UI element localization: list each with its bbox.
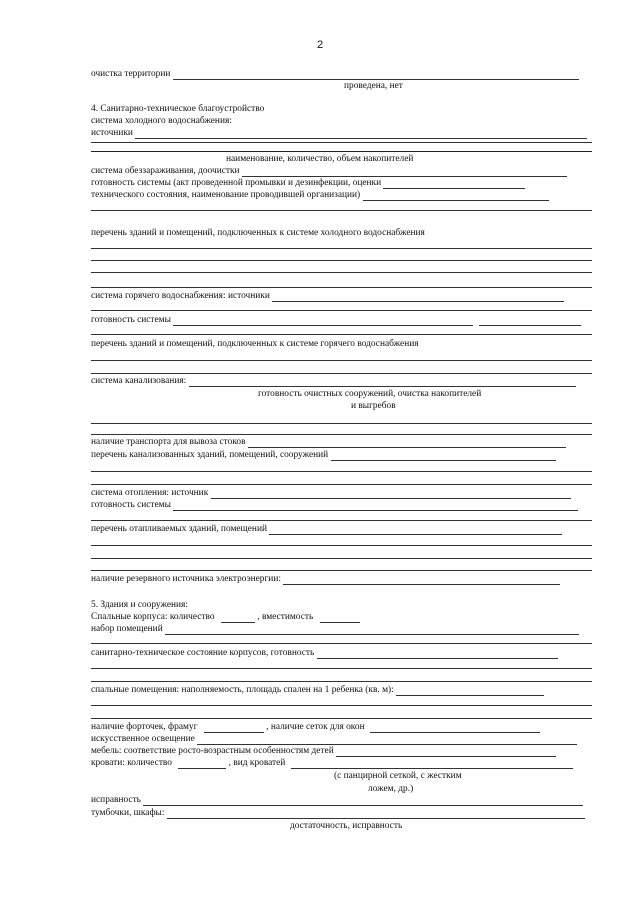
- vents-row: [91, 722, 592, 733]
- sanitary-label: санитарно-техническое состояние корпусов, готовность: [91, 648, 315, 658]
- blank-line[interactable]: [91, 705, 592, 706]
- dorm-buildings-label: Спальные корпуса: количество: [91, 612, 215, 622]
- blank-line[interactable]: [91, 151, 592, 152]
- sewerage-caption-line1: готовность очистных сооружений, очистка накопителей: [258, 389, 482, 399]
- blank-line[interactable]: [91, 545, 592, 546]
- blank-line[interactable]: [91, 287, 592, 288]
- cabinets-field[interactable]: [167, 809, 585, 819]
- lighting-row: [91, 734, 592, 745]
- bedrooms-label: спальные помещения: наполняемость, площадь спален на 1 ребенка (кв. м):: [91, 685, 394, 695]
- territory-caption: проведена, нет: [344, 81, 403, 91]
- territory-label: очистка территории: [91, 69, 171, 79]
- hot-water-readiness-label: готовность системы: [91, 315, 171, 325]
- cold-water-sources-row: [91, 128, 592, 139]
- heated-buildings-row: [91, 524, 592, 535]
- beds-row: [91, 758, 592, 769]
- heated-buildings-field[interactable]: [269, 525, 562, 535]
- transport-label: наличие транспорта для вывоза стоков: [91, 437, 246, 447]
- nets-field[interactable]: [370, 723, 540, 733]
- rooms-label: набор помещений: [91, 624, 163, 634]
- power-label: наличие резервного источника электроэнергии:: [91, 574, 281, 584]
- lighting-field[interactable]: [197, 735, 577, 745]
- blank-line[interactable]: [91, 272, 592, 273]
- disinfection-field[interactable]: [242, 167, 567, 177]
- dorm-buildings-row: [91, 612, 592, 623]
- power-field[interactable]: [283, 575, 560, 585]
- bedrooms-row: [91, 685, 592, 696]
- hot-water-readiness-field[interactable]: [173, 316, 473, 326]
- page-number: 2: [316, 39, 324, 51]
- heating-readiness-label: готовность системы: [91, 500, 171, 510]
- bed-type-field[interactable]: [291, 759, 573, 769]
- transport-row: [91, 437, 592, 448]
- transport-field[interactable]: [248, 438, 566, 448]
- section4-heading: 4. Санитарно-техническое благоустройство: [91, 104, 265, 114]
- sewerage-caption-line2: и выгребов: [351, 401, 396, 411]
- sewerage-row: [91, 376, 592, 387]
- rooms-field[interactable]: [165, 625, 579, 635]
- blank-line[interactable]: [91, 668, 592, 669]
- cold-water-label: система холодного водоснабжения:: [91, 116, 232, 126]
- disinfection-label: система обеззараживания, доочистки: [91, 166, 240, 176]
- cabinets-caption: достаточность, исправность: [290, 821, 403, 831]
- hot-water-label: система горячего водоснабжения: источники: [91, 291, 270, 301]
- condition-field[interactable]: [143, 796, 583, 806]
- hot-water-buildings-label: перечень зданий и помещений, подключенных к системе горячего водоснабжения: [91, 339, 419, 349]
- hot-water-readiness-row: [91, 315, 592, 326]
- cabinets-row: [91, 808, 592, 819]
- cold-water-sources-caption: наименование, количество, объем накопителей: [226, 154, 414, 164]
- readiness-field[interactable]: [383, 179, 525, 189]
- blank-line[interactable]: [91, 360, 592, 361]
- hot-water-readiness-field-2[interactable]: [479, 316, 581, 326]
- beds-label: кровати: количество: [91, 758, 172, 768]
- vents-field[interactable]: [204, 723, 264, 733]
- blank-line[interactable]: [91, 248, 592, 249]
- vents-label: наличие форточек, фрамуг: [91, 722, 198, 732]
- furniture-label: мебель: соответствие росто-возрастным особенностям детей: [91, 746, 334, 756]
- heating-readiness-field[interactable]: [173, 501, 578, 511]
- nets-label: , наличие сеток для окон: [266, 722, 365, 732]
- hot-water-row: [91, 291, 592, 302]
- blank-line[interactable]: [91, 570, 592, 571]
- territory-field[interactable]: [173, 70, 579, 80]
- cold-water-buildings-label: перечень зданий и помещений, подключенных к системе холодного водоснабжения: [91, 228, 425, 238]
- blank-line[interactable]: [91, 484, 592, 485]
- blank-line[interactable]: [91, 643, 592, 644]
- furniture-field[interactable]: [336, 747, 556, 757]
- dorm-count-field[interactable]: [221, 613, 255, 623]
- readiness-line2-field[interactable]: [363, 191, 549, 201]
- heated-buildings-label: перечень отапливаемых зданий, помещений: [91, 524, 267, 534]
- blank-line[interactable]: [91, 423, 592, 424]
- capacity-field[interactable]: [320, 613, 360, 623]
- sanitary-row: [91, 648, 592, 659]
- territory-row: [91, 69, 592, 80]
- blank-line[interactable]: [91, 471, 592, 472]
- capacity-label: , вместимость: [257, 612, 314, 622]
- readiness-line1: [91, 178, 592, 189]
- cold-water-sources-label: источники: [91, 128, 133, 138]
- blank-line[interactable]: [91, 434, 592, 435]
- heating-field[interactable]: [211, 489, 571, 499]
- blank-line[interactable]: [91, 334, 592, 335]
- sewerage-buildings-row: [91, 450, 592, 461]
- blank-line[interactable]: [91, 718, 592, 719]
- disinfection-row: [91, 166, 592, 177]
- sanitary-field[interactable]: [317, 649, 558, 659]
- lighting-label: искусственное освещение: [91, 734, 195, 744]
- heating-label: система отопления: источник: [91, 488, 209, 498]
- blank-line[interactable]: [91, 260, 592, 261]
- blank-line[interactable]: [91, 681, 592, 682]
- blank-line[interactable]: [91, 310, 592, 311]
- blank-line[interactable]: [91, 520, 592, 521]
- heating-readiness-row: [91, 500, 592, 511]
- beds-count-field[interactable]: [178, 759, 226, 769]
- blank-line[interactable]: [91, 142, 592, 143]
- sewerage-field[interactable]: [189, 377, 576, 387]
- blank-line[interactable]: [91, 210, 592, 211]
- sewerage-buildings-field[interactable]: [331, 451, 556, 461]
- cabinets-label: тумбочки, шкафы:: [91, 808, 165, 818]
- bed-type-label: , вид кроватей: [228, 758, 286, 768]
- sewerage-buildings-label: перечень канализованных зданий, помещений, сооружений: [91, 450, 329, 460]
- blank-line[interactable]: [91, 558, 592, 559]
- condition-label: исправность: [91, 795, 141, 805]
- power-row: [91, 574, 592, 585]
- blank-line[interactable]: [91, 373, 592, 374]
- beds-caption-line2: ложем, др.): [368, 784, 414, 794]
- bedrooms-field[interactable]: [396, 686, 544, 696]
- readiness-line2: технического состояния, наименование проводившей организации): [91, 190, 361, 200]
- heating-row: [91, 488, 592, 499]
- furniture-row: [91, 746, 592, 757]
- readiness-line1-text: готовность системы (акт проведенной промывки и дезинфекции, оценки: [91, 178, 382, 188]
- sewerage-label: система канализования:: [91, 376, 187, 386]
- hot-water-field[interactable]: [272, 292, 564, 302]
- readiness-line2-row: [91, 190, 592, 201]
- cold-water-sources-field[interactable]: [135, 129, 587, 139]
- condition-row: [91, 795, 592, 806]
- section5-heading: 5. Здания и сооружения:: [91, 600, 188, 610]
- beds-caption-line1: (с панцирной сеткой, с жестким: [334, 771, 462, 781]
- rooms-row: [91, 624, 592, 635]
